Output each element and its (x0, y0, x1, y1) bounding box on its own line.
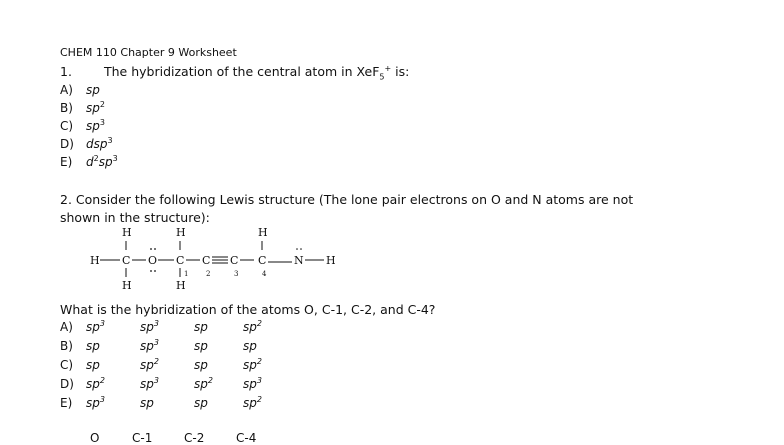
atom-c-first: C (122, 254, 131, 267)
option-letter: E) (60, 155, 73, 169)
answer-cell (243, 396, 262, 410)
atom-h-bottom-2: H (176, 279, 186, 292)
question-2-line-1: 2. Consider the following Lewis structure (The lone pair electrons on O and N atoms are not (60, 192, 634, 207)
answer-cell (243, 320, 262, 334)
lewis-structure (86, 224, 376, 296)
column-label: O (90, 431, 100, 445)
column-label: C-1 (132, 431, 153, 445)
question-text-end: is: (391, 64, 410, 79)
worksheet-header: CHEM 110 Chapter 9 Worksheet (60, 46, 237, 59)
atom-h-top-3: H (258, 226, 268, 239)
lone-pair-dot (300, 248, 302, 250)
answer-letter: E) (60, 396, 73, 410)
answer-cell (86, 320, 105, 334)
answer-cell-base: sp (140, 396, 154, 410)
answer-cell-base: sp (243, 377, 257, 391)
answer-cell-sup: 3 (99, 319, 105, 328)
answer-cell (194, 377, 213, 391)
lone-pair-dot (150, 248, 152, 250)
atom-h-right: H (326, 254, 336, 267)
option-letter: C) (60, 119, 74, 133)
option-letter: B) (60, 101, 73, 115)
answer-cell-base: sp (86, 377, 100, 391)
answer-cell-base: sp (194, 396, 208, 410)
option-superscript: 3 (112, 154, 118, 163)
option-value: sp (86, 101, 100, 115)
option-d (60, 137, 113, 151)
carbon-number-4: 4 (262, 270, 267, 278)
answer-letter: B) (60, 339, 73, 353)
answer-letter: A) (60, 320, 73, 334)
carbon-number-1: 1 (184, 270, 189, 278)
formula-superscript: + (384, 63, 392, 73)
lewis-structure-diagram (86, 224, 376, 296)
answer-cell-base: sp (194, 320, 208, 334)
answer-cell (140, 396, 154, 410)
atom-o: O (148, 254, 158, 267)
answer-cell (194, 396, 208, 410)
question-2-prompt: What is the hybridization of the atoms O, C-1, C-2, and C-4? (60, 302, 436, 317)
answer-cell-sup: 2 (99, 376, 105, 385)
answer-cell-base: sp (86, 339, 100, 353)
atom-c-3: C (230, 254, 239, 267)
lone-pair-dot (154, 248, 156, 250)
formula-subscript: 5 (379, 72, 385, 82)
atom-h-top-1: H (122, 226, 132, 239)
column-label: C-2 (184, 431, 205, 445)
option-prefix: d (86, 155, 94, 169)
answer-cell-base: sp (243, 320, 257, 334)
option-c (60, 119, 105, 133)
question-number: 1. (60, 64, 72, 79)
option-superscript: 3 (107, 136, 113, 145)
option-prefix-superscript: 2 (93, 154, 99, 163)
option-e (60, 155, 118, 169)
atom-h-top-2: H (176, 226, 186, 239)
answer-cell-sup: 3 (153, 319, 159, 328)
atom-c-1: C (176, 254, 185, 267)
answer-cell (243, 339, 257, 353)
atom-c-2: C (202, 254, 211, 267)
answer-cell-sup: 3 (99, 395, 105, 404)
answer-cell-base: sp (243, 339, 257, 353)
answer-cell-base: sp (194, 377, 208, 391)
lone-pair-dot (296, 248, 298, 250)
lone-pair-dot (150, 270, 152, 272)
answer-cell-base: sp (86, 358, 100, 372)
question-text: The hybridization of the central atom in XeF (104, 64, 380, 79)
answer-letter: C) (60, 358, 74, 372)
question-1 (60, 63, 410, 82)
answer-cell-base: sp (140, 320, 154, 334)
option-value: sp (98, 155, 113, 169)
option-superscript: 3 (99, 118, 105, 127)
atom-n: N (294, 254, 304, 267)
option-value: sp (86, 83, 100, 97)
answer-cell-base: sp (140, 358, 154, 372)
answer-cell-sup: 3 (153, 338, 159, 347)
option-b (60, 101, 105, 115)
column-label: C-4 (236, 431, 257, 445)
answer-cell-base: sp (140, 377, 154, 391)
atom-c-4: C (258, 254, 267, 267)
answer-cell-sup: 3 (256, 376, 262, 385)
answer-cell (140, 377, 159, 391)
answer-cell (86, 358, 100, 372)
answer-cell (243, 358, 262, 372)
carbon-number-2: 2 (206, 270, 211, 278)
atom-h-bottom-1: H (122, 279, 132, 292)
answer-cell-base: sp (194, 339, 208, 353)
answer-letter: D) (60, 377, 74, 391)
answer-cell (140, 320, 159, 334)
answer-cell-base: sp (243, 396, 257, 410)
answer-cell-sup: 2 (256, 357, 262, 366)
carbon-number-3: 3 (234, 270, 239, 278)
answer-cell (194, 358, 208, 372)
option-letter: D) (60, 137, 74, 151)
answer-cell (140, 358, 159, 372)
answer-cell (86, 396, 105, 410)
atom-h-left: H (90, 254, 100, 267)
answer-cell (243, 377, 262, 391)
answer-cell-base: sp (243, 358, 257, 372)
answer-cell-sup: 3 (153, 376, 159, 385)
answer-cell (194, 320, 208, 334)
option-superscript: 2 (99, 100, 105, 109)
answer-cell (194, 339, 208, 353)
answer-cell (140, 339, 159, 353)
option-value: dsp (86, 137, 108, 151)
answer-cell-base: sp (86, 320, 100, 334)
answer-cell (86, 339, 100, 353)
answer-cell (86, 377, 105, 391)
option-a (60, 83, 100, 97)
option-letter: A) (60, 83, 73, 97)
answer-cell-base: sp (140, 339, 154, 353)
answer-cell-base: sp (194, 358, 208, 372)
answer-cell-sup: 2 (153, 357, 159, 366)
answer-cell-sup: 2 (256, 395, 262, 404)
option-value: sp (86, 119, 100, 133)
answer-cell-sup: 2 (256, 319, 262, 328)
question-2-line-2: shown in the structure): (60, 210, 210, 225)
lone-pair-dot (154, 270, 156, 272)
answer-cell-sup: 2 (207, 376, 213, 385)
answer-cell-base: sp (86, 396, 100, 410)
